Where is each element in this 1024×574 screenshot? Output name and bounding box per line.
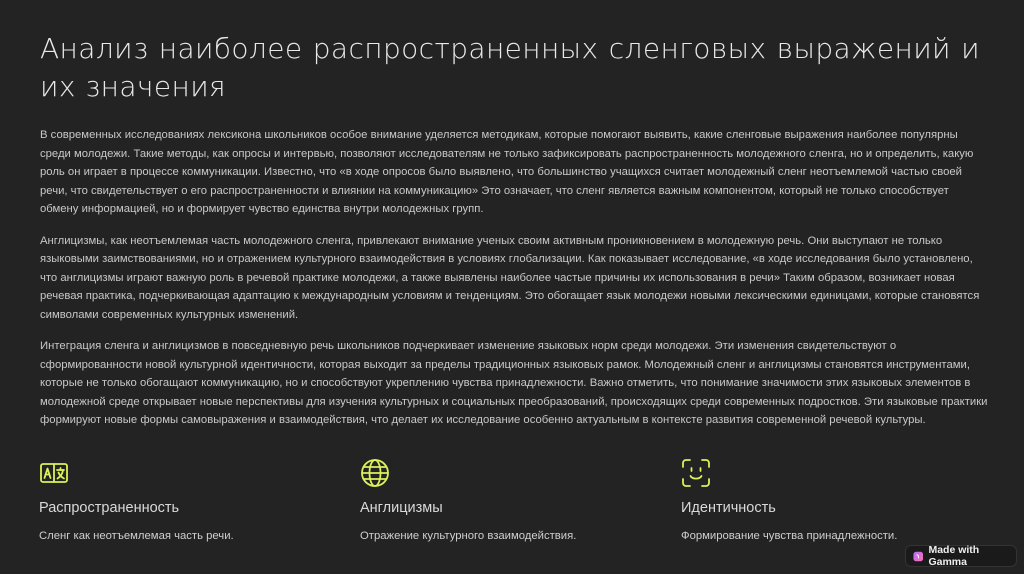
gamma-logo-icon bbox=[913, 551, 923, 562]
paragraph-2: Англицизмы, как неотъемлемая часть молодежного сленга, привлекают внимание ученых своим активным проникновением в молодежную речь. Они выступают не только языковыми заимствованиями, но и отражением культурного взаимодействия в условиях глобализации. Как показывает исследование, «в ходе исследования было установлено, что англицизмы играют важную роль в речевой практике молодежи, а также выявлены наиболее частые причины их использования в речи» Таким образом, возникает новая речевая практика, подчеркивающая адаптацию к международным условиям и тенденциям. Это обогащает язык молодежи новыми лексическими единицами, которые становятся символами современных культурных изменений. bbox=[40, 234, 980, 321]
made-with-gamma-badge[interactable] bbox=[905, 545, 1017, 567]
paragraph-1: В современных исследованиях лексикона школьников особое внимание уделяется методикам, которые помогают выявить, какие сленговые выражения наиболее популярны среди молодежи. Такие методы, как опросы и интервью, позволяют исследователям не только зафиксировать распространенность молодежного сленга, но и определить, какую роль он играет в процессе коммуникации. Известно, что «в ходе опросов было выявлено, что большинство учащихся считает молодежный сленг неотъемлемой частью своей речи, что свидетельствует о его распространенности и влиянии на коммуникацию» Это означает, что сленг является важным компонентом, который не только способствует обмену информацией, но и формирует чувство единства внутри молодежных групп. bbox=[40, 129, 974, 215]
feature-description: Сленг как неотъемлемая часть речи. bbox=[39, 530, 234, 542]
badge-label: Made with Gamma bbox=[928, 544, 980, 568]
language-icon bbox=[39, 458, 69, 488]
feature-description: Отражение культурного взаимодействия. bbox=[360, 530, 577, 542]
feature-card-spread bbox=[39, 458, 339, 542]
globe-icon bbox=[360, 458, 390, 488]
feature-card-identity bbox=[681, 458, 981, 542]
face-scan-icon bbox=[681, 458, 711, 488]
paragraph-3: Интеграция сленга и англицизмов в повседневную речь школьников подчеркивает изменение языковых норм среди молодежи. Эти изменения свидетельствуют о сформированности новой культурной идентичности, которая выходит за пределы традиционных языковых рамок. Молодежный сленг и англицизмы становятся инструментами, которые не только обогащают коммуникацию, но и способствуют укреплению чувства принадлежности. Важно отметить, что понимание значимости этих языковых элементов в молодежной среде открывает новые перспективы для изучения культурных и социальных преобразований, происходящих среди современных подростков. Эти языковые практики формируют новые формы самовыражения и взаимодействия, что делает их исследование особенно актуальным в контексте развития современной речевой культуры. bbox=[40, 340, 988, 426]
feature-description: Формирование чувства принадлежности. bbox=[681, 530, 898, 542]
feature-card-anglicisms bbox=[360, 458, 660, 542]
feature-title: Идентичность bbox=[681, 500, 776, 516]
feature-title: Распространенность bbox=[39, 500, 180, 516]
feature-row bbox=[39, 458, 999, 558]
feature-title: Англицизмы bbox=[360, 500, 443, 516]
body-text bbox=[40, 126, 988, 443]
page-title: Анализ наиболее распространенных сленговых выражений и их значения bbox=[40, 32, 980, 103]
